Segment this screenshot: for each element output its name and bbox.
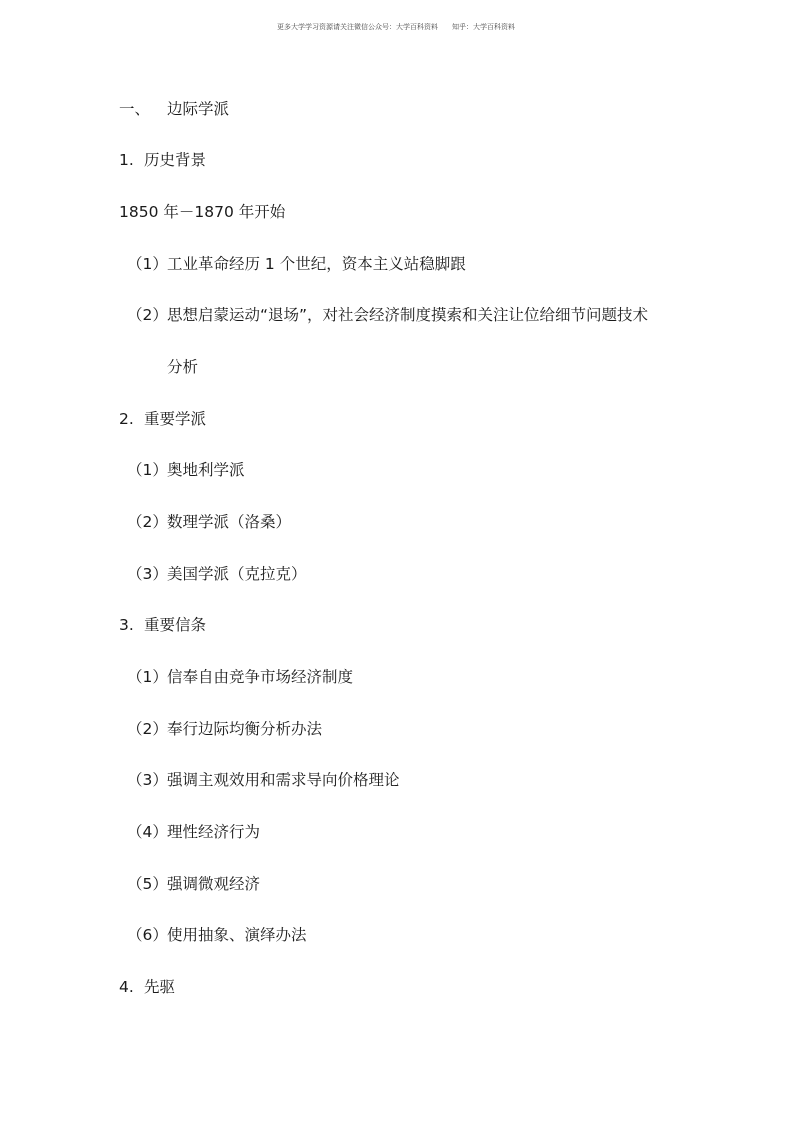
list-item-number: （2） xyxy=(127,306,168,324)
list-item-text: 强调微观经济 xyxy=(167,875,261,893)
list-item-number: （1） xyxy=(127,255,168,273)
list-item-text: 使用抽象、演绎办法 xyxy=(167,926,307,944)
list-item-text: 美国学派（克拉克） xyxy=(167,565,307,583)
list-item-number: （3） xyxy=(127,565,168,583)
list-item xyxy=(127,770,400,790)
list-item xyxy=(127,460,245,480)
list-item-text: 数理学派（洛桑） xyxy=(167,513,292,531)
header-note-left: 更多大学学习资源请关注微信公众号：大学百科资料 xyxy=(277,23,438,31)
list-item-number: （1） xyxy=(127,668,168,686)
subheading-text: 先驱 xyxy=(144,978,176,996)
list-item-continuation xyxy=(167,357,198,377)
list-item-number: （1） xyxy=(127,461,168,479)
list-item xyxy=(127,667,353,687)
subheading-schools xyxy=(119,409,206,429)
list-item xyxy=(127,925,307,945)
list-item-text: 理性经济行为 xyxy=(167,823,261,841)
list-item xyxy=(127,719,322,739)
list-item xyxy=(127,822,260,842)
paragraph-period xyxy=(119,202,285,222)
list-item-text: 分析 xyxy=(167,358,199,376)
list-item-number: （5） xyxy=(127,875,168,893)
list-item-number: （2） xyxy=(127,513,168,531)
section-number: 一、 xyxy=(119,100,151,118)
list-item xyxy=(127,564,307,584)
subheading-text: 重要学派 xyxy=(144,410,207,428)
subheading-number: 1. xyxy=(119,151,134,169)
header-note-right: 知乎：大学百科资料 xyxy=(452,23,515,31)
list-item-text: 强调主观效用和需求导向价格理论 xyxy=(167,771,400,789)
list-item-text: 工业革命经历 1 个世纪，资本主义站稳脚跟 xyxy=(167,255,466,273)
list-item xyxy=(127,874,260,894)
page-header-note xyxy=(0,22,792,32)
subheading-tenets xyxy=(119,615,206,635)
subheading-pioneers xyxy=(119,977,175,997)
subheading-number: 3. xyxy=(119,616,134,634)
list-item xyxy=(127,512,291,532)
list-item xyxy=(127,254,466,274)
subheading-text: 重要信条 xyxy=(144,616,207,634)
subheading-history xyxy=(119,150,206,170)
list-item-text: 思想启蒙运动“退场”，对社会经济制度摸索和关注让位给细节问题技术 xyxy=(167,306,649,324)
list-item xyxy=(127,305,648,325)
subheading-number: 4. xyxy=(119,978,134,996)
list-item-text: 信奉自由竞争市场经济制度 xyxy=(167,668,354,686)
list-item-number: （4） xyxy=(127,823,168,841)
section-heading xyxy=(119,99,229,119)
subheading-text: 历史背景 xyxy=(144,151,207,169)
list-item-number: （6） xyxy=(127,926,168,944)
paragraph-text: 1850 年－1870 年开始 xyxy=(119,203,286,221)
subheading-number: 2. xyxy=(119,410,134,428)
list-item-text: 奉行边际均衡分析办法 xyxy=(167,720,323,738)
list-item-number: （3） xyxy=(127,771,168,789)
list-item-text: 奥地利学派 xyxy=(167,461,245,479)
section-title: 边际学派 xyxy=(167,100,230,118)
list-item-number: （2） xyxy=(127,720,168,738)
